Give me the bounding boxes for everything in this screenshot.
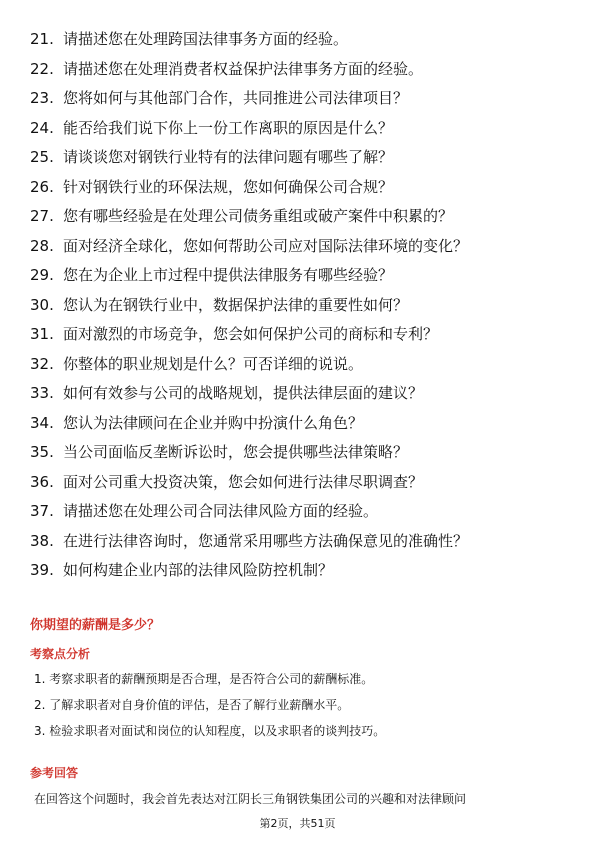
question-item [30, 530, 570, 560]
question-number: 27. [30, 207, 54, 225]
question-number: 33. [30, 384, 54, 402]
question-item [30, 87, 570, 117]
question-text: 能否给我们说下你上一份工作离职的原因是什么？ [63, 118, 394, 137]
question-number: 29. [30, 266, 54, 284]
question-text: 如何有效参与公司的战略规划，提供法律层面的建议？ [63, 384, 424, 402]
question-number: 32. [30, 354, 54, 373]
question-number: 38. [30, 531, 54, 550]
question-number: 23. [30, 89, 54, 107]
question-number: 30. [30, 295, 54, 314]
page-footer: 第2页，共51页 [259, 817, 336, 830]
question-text: 请谈谈您对钢铁行业特有的法律问题有哪些了解？ [63, 148, 394, 166]
question-number: 36. [30, 472, 54, 491]
question-text: 请描述您在处理公司合同法律风险方面的经验。 [63, 502, 379, 520]
question-text: 如何构建企业内部的法律风险防控机制？ [63, 561, 334, 579]
question-item [30, 28, 570, 58]
analysis-item: 1. 考察求职者的薪酬预期是否合理，是否符合公司的薪酬标准。 [34, 672, 374, 686]
question-item [30, 500, 570, 530]
analysis-list [34, 670, 574, 748]
section-question-heading: 你期望的薪酬是多少？ [30, 618, 161, 633]
question-text: 在进行法律咨询时，您通常采用哪些方法确保意见的准确性？ [63, 531, 469, 550]
question-text: 针对钢铁行业的环保法规，您如何确保公司合规？ [63, 177, 394, 196]
question-text: 面对经济全球化，您如何帮助公司应对国际法律环境的变化？ [63, 236, 469, 255]
question-text: 面对激烈的市场竞争，您会如何保护公司的商标和专利？ [63, 325, 439, 343]
question-text: 请描述您在处理消费者权益保护法律事务方面的经验。 [63, 59, 424, 78]
question-item [30, 559, 570, 589]
question-text: 请描述您在处理跨国法律事务方面的经验。 [63, 30, 349, 48]
analysis-item: 3. 检验求职者对面试和岗位的认知程度，以及求职者的谈判技巧。 [34, 724, 386, 738]
question-item [30, 264, 570, 294]
question-number: 28. [30, 236, 54, 255]
question-number: 25. [30, 148, 54, 166]
question-text: 您将如何与其他部门合作，共同推进公司法律项目？ [63, 89, 409, 107]
question-item [30, 294, 570, 324]
question-text: 您认为在钢铁行业中，数据保护法律的重要性如何？ [63, 295, 409, 314]
question-list [30, 28, 570, 589]
question-number: 21. [30, 30, 54, 48]
analysis-item: 2. 了解求职者对自身价值的评估，是否了解行业薪酬水平。 [34, 698, 350, 712]
question-item [30, 235, 570, 265]
analysis-heading: 考察点分析 [30, 647, 91, 661]
question-text: 面对公司重大投资决策，您会如何进行法律尽职调查？ [63, 472, 424, 491]
question-number: 22. [30, 59, 54, 78]
question-item [30, 353, 570, 383]
question-item [30, 412, 570, 442]
question-item [30, 146, 570, 176]
question-item [30, 382, 570, 412]
question-item [30, 176, 570, 206]
question-number: 37. [30, 502, 54, 520]
question-item [30, 117, 570, 147]
question-number: 39. [30, 561, 54, 579]
question-item [30, 441, 570, 471]
question-number: 24. [30, 118, 54, 137]
question-text: 您有哪些经验是在处理公司债务重组或破产案件中积累的？ [63, 207, 454, 225]
question-text: 您认为法律顾问在企业并购中扮演什么角色？ [63, 413, 364, 432]
question-item [30, 323, 570, 353]
answer-paragraph: 在回答这个问题时，我会首先表达对江阴长三角钢铁集团公司的兴趣和对法律顾问 [34, 792, 467, 806]
question-number: 31. [30, 325, 54, 343]
question-item [30, 471, 570, 501]
question-item [30, 58, 570, 88]
question-text: 您在为企业上市过程中提供法律服务有哪些经验？ [63, 266, 394, 284]
question-text: 当公司面临反垄断诉讼时，您会提供哪些法律策略？ [63, 443, 409, 461]
question-number: 35. [30, 443, 54, 461]
question-text: 你整体的职业规划是什么？可否详细的说说。 [63, 354, 364, 373]
answer-heading: 参考回答 [30, 766, 79, 780]
question-number: 34. [30, 413, 54, 432]
question-number: 26. [30, 177, 54, 196]
question-item [30, 205, 570, 235]
